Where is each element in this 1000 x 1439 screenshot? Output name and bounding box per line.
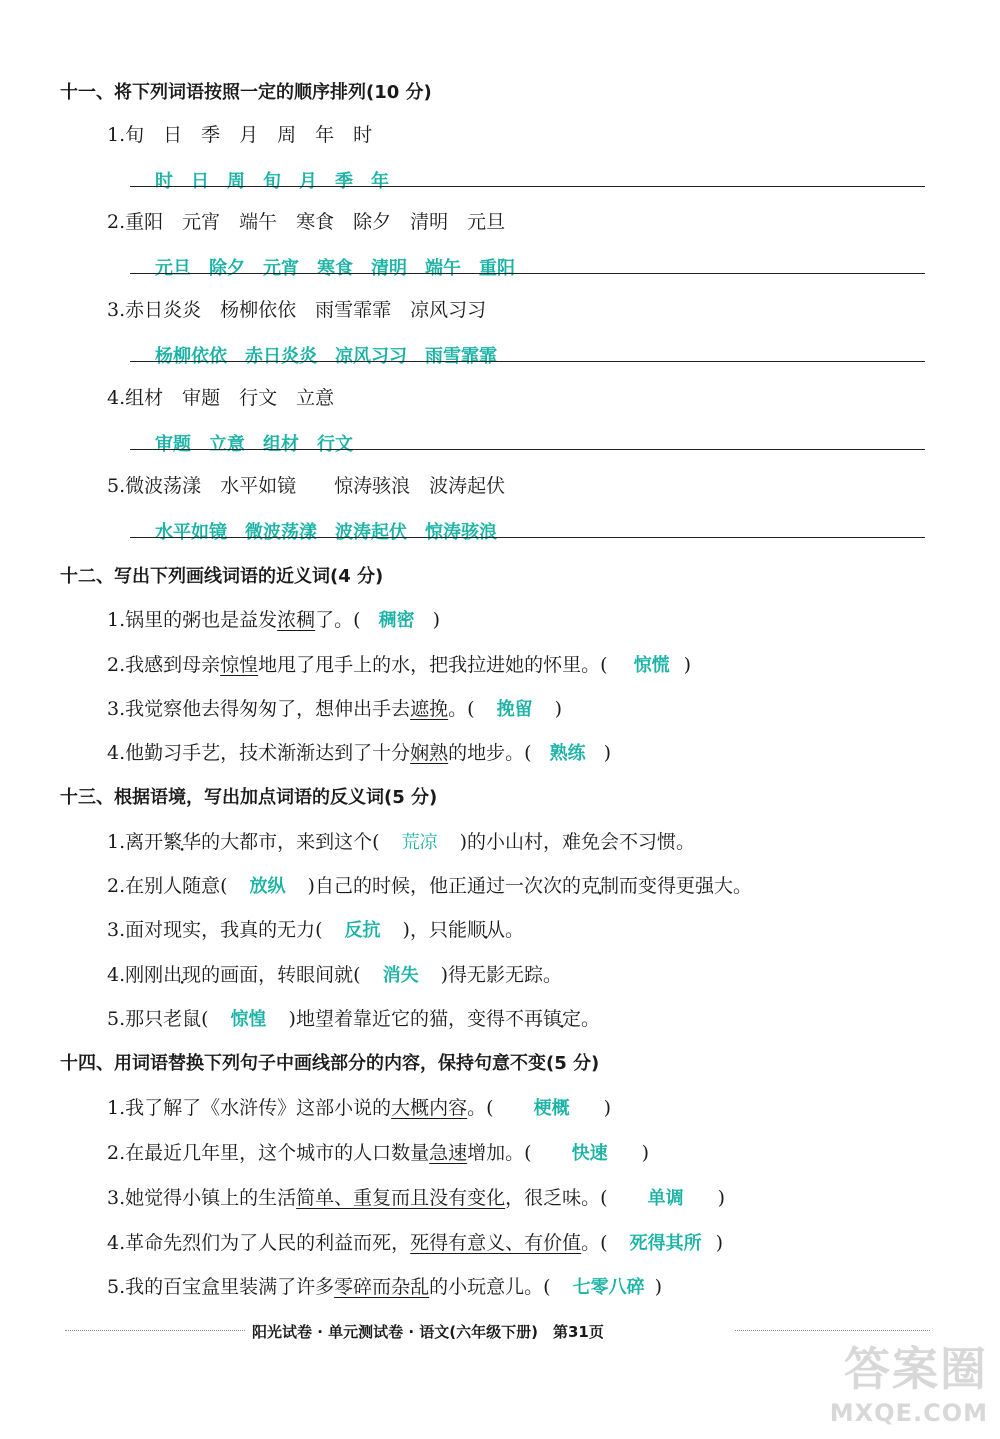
s13-question-2 (107, 871, 752, 898)
answer: 惊慌 (633, 655, 670, 676)
text: ) (603, 1097, 611, 1119)
footer-dotted-rule-right (735, 1330, 930, 1331)
s12-question-2 (107, 650, 691, 677)
text: 的小玩意儿。( (429, 1276, 551, 1298)
answer: 梗概 (533, 1098, 570, 1119)
section-11-title: 十一、将下列词语按照一定的顺序排列(10 分) (60, 82, 432, 103)
s11-question-3: 3.赤日炎炎 杨柳依依 雨雪霏霏 凉风习习 (107, 299, 487, 321)
answer: 挽留 (496, 699, 533, 720)
answer: 单调 (647, 1188, 684, 1209)
text: 地甩了甩手上的水，把我拉进她的怀里。( (258, 654, 608, 676)
text: ) (554, 698, 562, 720)
text: ) (654, 1276, 662, 1298)
underlined-word: 浓稠 (277, 609, 316, 631)
s11-answer-5: 水平如镜 微波荡漾 波涛起伏 惊涛骇浪 (155, 522, 497, 543)
text: ，很乏味。( (505, 1187, 608, 1209)
s13-question-4 (107, 960, 562, 987)
text: 。 (504, 919, 524, 941)
text: ) (603, 742, 611, 764)
text: 增加。( (467, 1142, 532, 1164)
s11-question-2: 2.重阳 元宵 端午 寒食 除夕 清明 元旦 (107, 211, 506, 233)
s12-question-3 (107, 694, 562, 721)
text: ) (641, 1142, 649, 1164)
text: 2.在别人随意( (107, 875, 228, 897)
s11-question-5: 5.微波荡漾 水平如镜 惊涛骇浪 波涛起伏 (107, 475, 506, 497)
s12-question-4 (107, 738, 611, 765)
text: 4.他勤习手艺，技术渐渐达到了十分 (107, 742, 411, 764)
text: )得无影无踪。 (440, 964, 562, 986)
s14-question-5 (107, 1272, 662, 1299)
s14-question-3 (107, 1183, 725, 1210)
text: 1.离开 (107, 831, 164, 853)
s13-question-3 (107, 915, 524, 942)
s13-question-5 (107, 1004, 600, 1031)
text: 5.那只老鼠( (107, 1008, 209, 1030)
s11-answer-4: 审题 立意 组材 行文 (155, 434, 353, 455)
answer: 荒凉 (401, 832, 438, 853)
dotted-word: 出现 (163, 964, 202, 986)
dotted-word: 镇定 (542, 1008, 581, 1030)
s11-answer-2: 元旦 除夕 元宵 寒食 清明 端午 重阳 (155, 258, 515, 279)
watermark-url: MXQE.COM (829, 1399, 988, 1427)
underlined-phrase: 急速 (429, 1142, 468, 1164)
answer-line (130, 186, 925, 187)
dotted-word: 繁华 (163, 831, 202, 853)
answer: 快速 (571, 1143, 608, 1164)
text: 3.面对现实，我真的无力( (107, 919, 323, 941)
text: )自己的时候，他正通过一次次的 (307, 875, 581, 897)
dotted-word: 克制 (580, 875, 619, 897)
answer: 熟练 (549, 743, 586, 764)
text: 4.刚刚 (107, 964, 164, 986)
answer: 反抗 (344, 920, 381, 941)
underlined-phrase: 零碎而杂乱 (334, 1276, 430, 1298)
answer-line (130, 537, 925, 538)
answer: 惊惶 (230, 1009, 267, 1030)
text: 4.革命先烈们为了人民的利益而死， (107, 1232, 411, 1254)
s11-answer-3: 杨柳依依 赤日炎炎 凉风习习 雨雪霏霏 (155, 346, 497, 367)
s13-question-1 (107, 827, 695, 854)
answer: 放纵 (249, 876, 286, 897)
text: 1.锅里的粥也是益发 (107, 609, 278, 631)
watermark-text: 答案圈 (844, 1342, 988, 1396)
answer-line (130, 273, 925, 274)
text: )，只能 (402, 919, 467, 941)
underlined-word: 惊惶 (220, 654, 259, 676)
text: 的地步。( (448, 742, 532, 764)
answer: 七零八碎 (572, 1277, 645, 1298)
text: 2.我感到母亲 (107, 654, 221, 676)
s14-question-2 (107, 1138, 649, 1165)
s14-question-1 (107, 1093, 611, 1120)
text: ) (683, 654, 691, 676)
answer-line (130, 361, 925, 362)
text: 。 (580, 1008, 600, 1030)
answer: 死得其所 (629, 1233, 702, 1254)
underlined-phrase: 简单、重复而且没有变化 (296, 1187, 506, 1209)
answer: 稠密 (378, 610, 415, 631)
text: ) (717, 1187, 725, 1209)
page-footer: 阳光试卷 · 单元测试卷 · 语文(六年级下册) 第31页 (252, 1323, 604, 1341)
section-12-title: 十二、写出下列画线词语的近义词(4 分) (60, 566, 384, 587)
text: 1.我了解了《水浒传》这部小说的 (107, 1097, 392, 1119)
section-13-title: 十三、根据语境，写出加点词语的反义词(5 分) (60, 787, 438, 808)
footer-dotted-rule-left (65, 1330, 245, 1331)
text: 。( (581, 1232, 608, 1254)
text: 3.我觉察他去得匆匆了，想伸出手去 (107, 698, 411, 720)
text: 而变得更强大。 (618, 875, 752, 897)
text: 了。( (315, 609, 361, 631)
text: 。( (467, 1097, 494, 1119)
s11-answer-1: 时 日 周 旬 月 季 年 (155, 171, 389, 192)
text: 的画面，转眼间就( (201, 964, 361, 986)
text: 2.在最近几年里，这个城市的人口数量 (107, 1142, 430, 1164)
dotted-word: 顺从 (466, 919, 505, 941)
underlined-phrase: 大概内容 (391, 1097, 468, 1119)
s11-question-4: 4.组材 审题 行文 立意 (107, 387, 335, 409)
underlined-phrase: 死得有意义、有价值 (410, 1232, 582, 1254)
text: 3.她觉得小镇上的生活 (107, 1187, 297, 1209)
text: 5.我的百宝盒里装满了许多 (107, 1276, 335, 1298)
text: 的大都市，来到这个( (201, 831, 380, 853)
s11-question-1: 1.旬 日 季 月 周 年 时 (107, 124, 373, 146)
answer: 消失 (382, 965, 419, 986)
watermark-logo (830, 1333, 988, 1427)
text: )的小山村，难免会不习惯。 (459, 831, 695, 853)
underlined-word: 遮挽 (410, 698, 449, 720)
underlined-word: 娴熟 (410, 742, 449, 764)
text: ) (715, 1232, 723, 1254)
text: )地望着靠近它的猫，变得不再 (288, 1008, 543, 1030)
section-14-title: 十四、用词语替换下列句子中画线部分的内容，保持句意不变(5 分) (60, 1053, 600, 1074)
text: 。( (448, 698, 475, 720)
s12-question-1 (107, 605, 440, 632)
answer-line (130, 449, 925, 450)
text: ) (432, 609, 440, 631)
s14-question-4 (107, 1228, 723, 1255)
